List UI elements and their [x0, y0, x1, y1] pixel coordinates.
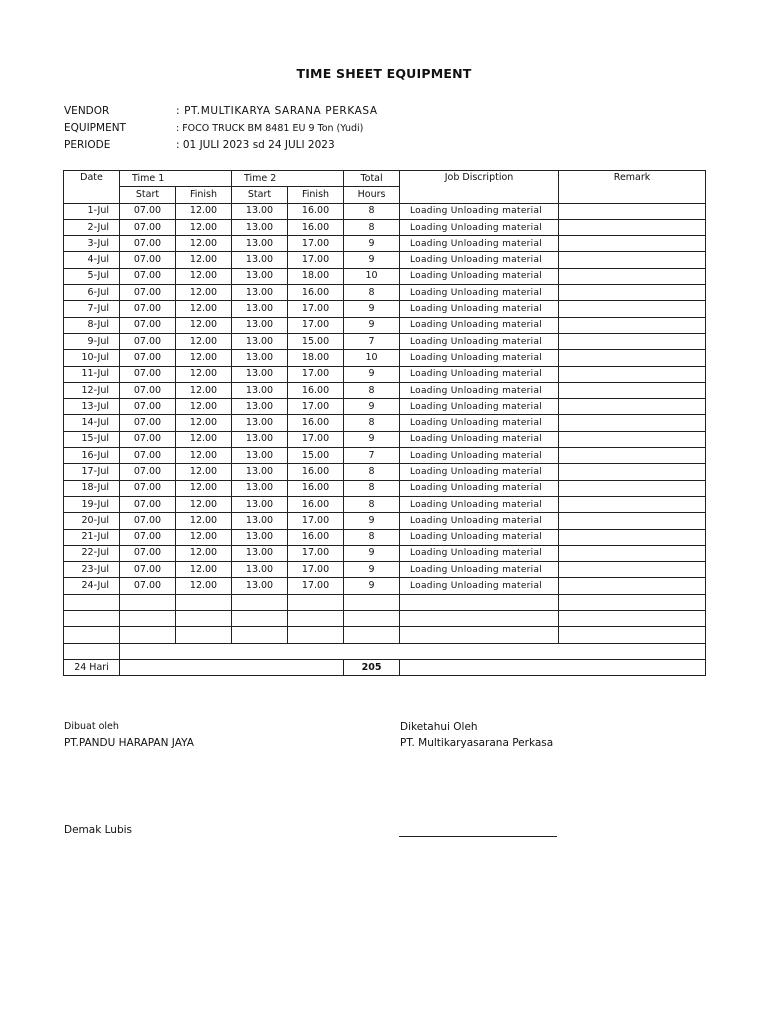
- table-row: [64, 464, 706, 480]
- cell-hours: 7: [344, 333, 400, 349]
- cell-start-2: 13.00: [232, 513, 288, 529]
- cell-job: Loading Unloading material: [400, 317, 559, 333]
- cell-hours: 9: [344, 431, 400, 447]
- blank-cell: [176, 627, 232, 643]
- blank-cell: [64, 643, 120, 659]
- table-row: [64, 480, 706, 496]
- cell-finish-1: 12.00: [176, 203, 232, 219]
- page-title: TIME SHEET EQUIPMENT: [296, 66, 472, 81]
- cell-finish-1: 12.00: [176, 236, 232, 252]
- cell-start-1: 07.00: [120, 562, 176, 578]
- cell-finish-2: 17.00: [288, 399, 344, 415]
- cell-date: 3-Jul: [64, 236, 120, 252]
- blank-cell: [400, 659, 706, 675]
- header-total: Total: [344, 171, 400, 187]
- cell-hours: 9: [344, 252, 400, 268]
- known-by-label: Diketahui Oleh: [400, 721, 478, 733]
- equipment-line: [64, 122, 363, 134]
- cell-job: Loading Unloading material: [400, 285, 559, 301]
- cell-finish-2: 16.00: [288, 496, 344, 512]
- cell-date: 17-Jul: [64, 464, 120, 480]
- periode-line: [64, 139, 335, 151]
- cell-finish-2: 17.00: [288, 562, 344, 578]
- vendor-value: : PT.MULTIKARYA SARANA PERKASA: [176, 105, 378, 117]
- cell-finish-2: 17.00: [288, 236, 344, 252]
- cell-start-2: 13.00: [232, 529, 288, 545]
- blank-cell: [64, 594, 120, 610]
- periode-value: : 01 JULI 2023 sd 24 JULI 2023: [176, 139, 335, 151]
- cell-start-2: 13.00: [232, 480, 288, 496]
- cell-job: Loading Unloading material: [400, 545, 559, 561]
- cell-remark: [559, 301, 706, 317]
- cell-remark: [559, 399, 706, 415]
- cell-hours: 9: [344, 578, 400, 594]
- blank-cell: [120, 643, 706, 659]
- cell-hours: 9: [344, 236, 400, 252]
- cell-finish-1: 12.00: [176, 317, 232, 333]
- cell-finish-2: 16.00: [288, 480, 344, 496]
- header-date: Date: [64, 171, 120, 204]
- cell-finish-1: 12.00: [176, 219, 232, 235]
- table-row: [64, 496, 706, 512]
- blank-cell: [344, 611, 400, 627]
- cell-finish-1: 12.00: [176, 268, 232, 284]
- header-remark: Remark: [559, 171, 706, 204]
- header-finish-2: Finish: [288, 187, 344, 203]
- blank-cell: [120, 627, 176, 643]
- blank-cell: [559, 611, 706, 627]
- blank-row: [64, 594, 706, 610]
- cell-date: 5-Jul: [64, 268, 120, 284]
- table-row: [64, 268, 706, 284]
- cell-finish-2: 15.00: [288, 333, 344, 349]
- cell-job: Loading Unloading material: [400, 350, 559, 366]
- blank-cell: [344, 594, 400, 610]
- cell-job: Loading Unloading material: [400, 513, 559, 529]
- cell-start-2: 13.00: [232, 317, 288, 333]
- cell-finish-1: 12.00: [176, 562, 232, 578]
- blank-cell: [120, 659, 344, 675]
- cell-finish-2: 16.00: [288, 529, 344, 545]
- cell-start-2: 13.00: [232, 285, 288, 301]
- cell-finish-1: 12.00: [176, 431, 232, 447]
- cell-job: Loading Unloading material: [400, 301, 559, 317]
- cell-start-1: 07.00: [120, 203, 176, 219]
- cell-hours: 9: [344, 399, 400, 415]
- header-start-2: Start: [232, 187, 288, 203]
- cell-job: Loading Unloading material: [400, 415, 559, 431]
- cell-hours: 9: [344, 545, 400, 561]
- cell-hours: 9: [344, 301, 400, 317]
- cell-start-2: 13.00: [232, 333, 288, 349]
- cell-date: 20-Jul: [64, 513, 120, 529]
- blank-cell: [400, 594, 559, 610]
- cell-start-2: 13.00: [232, 268, 288, 284]
- cell-date: 11-Jul: [64, 366, 120, 382]
- cell-start-2: 13.00: [232, 415, 288, 431]
- cell-finish-2: 17.00: [288, 366, 344, 382]
- table-row: [64, 382, 706, 398]
- cell-finish-1: 12.00: [176, 301, 232, 317]
- cell-remark: [559, 496, 706, 512]
- cell-job: Loading Unloading material: [400, 431, 559, 447]
- cell-finish-2: 17.00: [288, 301, 344, 317]
- made-by-name: Demak Lubis: [64, 824, 132, 836]
- blank-row: [64, 627, 706, 643]
- cell-finish-2: 16.00: [288, 203, 344, 219]
- cell-job: Loading Unloading material: [400, 219, 559, 235]
- cell-job: Loading Unloading material: [400, 268, 559, 284]
- known-by-company: PT. Multikaryasarana Perkasa: [400, 737, 554, 749]
- made-by-label: Dibuat oleh: [64, 721, 119, 732]
- blank-cell: [64, 611, 120, 627]
- table-row: [64, 529, 706, 545]
- cell-date: 6-Jul: [64, 285, 120, 301]
- cell-date: 9-Jul: [64, 333, 120, 349]
- vendor-label: VENDOR: [64, 105, 110, 117]
- cell-date: 23-Jul: [64, 562, 120, 578]
- cell-start-2: 13.00: [232, 399, 288, 415]
- cell-finish-2: 17.00: [288, 431, 344, 447]
- cell-job: Loading Unloading material: [400, 333, 559, 349]
- cell-start-2: 13.00: [232, 382, 288, 398]
- cell-remark: [559, 464, 706, 480]
- table-row: [64, 366, 706, 382]
- cell-date: 16-Jul: [64, 448, 120, 464]
- cell-job: Loading Unloading material: [400, 366, 559, 382]
- cell-start-2: 13.00: [232, 448, 288, 464]
- cell-hours: 9: [344, 317, 400, 333]
- equipment-label: EQUIPMENT: [64, 122, 126, 134]
- cell-remark: [559, 448, 706, 464]
- table-row: [64, 415, 706, 431]
- header-finish-1: Finish: [176, 187, 232, 203]
- cell-finish-1: 12.00: [176, 415, 232, 431]
- cell-remark: [559, 480, 706, 496]
- header-time2: Time 2: [232, 171, 344, 187]
- blank-cell: [288, 594, 344, 610]
- cell-start-2: 13.00: [232, 578, 288, 594]
- cell-start-1: 07.00: [120, 333, 176, 349]
- cell-start-1: 07.00: [120, 382, 176, 398]
- cell-hours: 8: [344, 480, 400, 496]
- cell-start-1: 07.00: [120, 415, 176, 431]
- cell-hours: 8: [344, 415, 400, 431]
- blank-cell: [344, 627, 400, 643]
- cell-start-2: 13.00: [232, 366, 288, 382]
- cell-date: 15-Jul: [64, 431, 120, 447]
- cell-start-1: 07.00: [120, 529, 176, 545]
- cell-start-1: 07.00: [120, 464, 176, 480]
- cell-job: Loading Unloading material: [400, 480, 559, 496]
- blank-cell: [64, 627, 120, 643]
- cell-start-2: 13.00: [232, 562, 288, 578]
- cell-finish-1: 12.00: [176, 252, 232, 268]
- timesheet-table: [63, 170, 706, 676]
- cell-date: 4-Jul: [64, 252, 120, 268]
- cell-date: 12-Jul: [64, 382, 120, 398]
- cell-hours: 7: [344, 448, 400, 464]
- blank-cell: [288, 627, 344, 643]
- cell-date: 14-Jul: [64, 415, 120, 431]
- cell-finish-2: 16.00: [288, 219, 344, 235]
- cell-finish-2: 18.00: [288, 268, 344, 284]
- blank-cell: [400, 611, 559, 627]
- cell-start-1: 07.00: [120, 513, 176, 529]
- table-row: [64, 399, 706, 415]
- table-row: [64, 252, 706, 268]
- table-row: [64, 285, 706, 301]
- cell-finish-1: 12.00: [176, 464, 232, 480]
- cell-remark: [559, 431, 706, 447]
- table-row: [64, 448, 706, 464]
- cell-job: Loading Unloading material: [400, 529, 559, 545]
- cell-finish-1: 12.00: [176, 382, 232, 398]
- blank-cell: [176, 611, 232, 627]
- cell-finish-1: 12.00: [176, 448, 232, 464]
- table-row: [64, 301, 706, 317]
- cell-hours: 8: [344, 382, 400, 398]
- cell-start-2: 13.00: [232, 464, 288, 480]
- cell-finish-2: 17.00: [288, 252, 344, 268]
- cell-finish-2: 15.00: [288, 448, 344, 464]
- table-row: [64, 333, 706, 349]
- cell-start-1: 07.00: [120, 317, 176, 333]
- blank-cell: [288, 611, 344, 627]
- cell-remark: [559, 578, 706, 594]
- cell-start-1: 07.00: [120, 219, 176, 235]
- cell-start-2: 13.00: [232, 350, 288, 366]
- blank-cell: [232, 594, 288, 610]
- cell-remark: [559, 252, 706, 268]
- cell-finish-1: 12.00: [176, 333, 232, 349]
- blank-cell: [559, 594, 706, 610]
- cell-start-2: 13.00: [232, 252, 288, 268]
- cell-finish-1: 12.00: [176, 513, 232, 529]
- cell-start-1: 07.00: [120, 268, 176, 284]
- cell-hours: 8: [344, 203, 400, 219]
- table-row: [64, 317, 706, 333]
- cell-hours: 8: [344, 285, 400, 301]
- cell-finish-2: 16.00: [288, 382, 344, 398]
- cell-start-1: 07.00: [120, 285, 176, 301]
- cell-remark: [559, 529, 706, 545]
- cell-date: 10-Jul: [64, 350, 120, 366]
- cell-hours: 8: [344, 464, 400, 480]
- table-row: [64, 578, 706, 594]
- cell-start-1: 07.00: [120, 431, 176, 447]
- cell-start-1: 07.00: [120, 301, 176, 317]
- cell-hours: 10: [344, 350, 400, 366]
- periode-label: PERIODE: [64, 139, 111, 151]
- cell-date: 7-Jul: [64, 301, 120, 317]
- table-row: [64, 431, 706, 447]
- cell-start-1: 07.00: [120, 399, 176, 415]
- blank-cell: [120, 594, 176, 610]
- cell-remark: [559, 333, 706, 349]
- cell-remark: [559, 545, 706, 561]
- cell-finish-1: 12.00: [176, 366, 232, 382]
- cell-finish-1: 12.00: [176, 545, 232, 561]
- cell-remark: [559, 203, 706, 219]
- table-row: [64, 219, 706, 235]
- cell-finish-2: 16.00: [288, 464, 344, 480]
- blank-cell: [232, 627, 288, 643]
- cell-remark: [559, 415, 706, 431]
- cell-hours: 9: [344, 562, 400, 578]
- cell-date: 22-Jul: [64, 545, 120, 561]
- cell-finish-2: 17.00: [288, 578, 344, 594]
- table-row: [64, 203, 706, 219]
- blank-cell: [176, 594, 232, 610]
- cell-remark: [559, 285, 706, 301]
- cell-finish-2: 16.00: [288, 285, 344, 301]
- cell-start-2: 13.00: [232, 545, 288, 561]
- cell-remark: [559, 562, 706, 578]
- cell-remark: [559, 513, 706, 529]
- cell-start-1: 07.00: [120, 496, 176, 512]
- cell-job: Loading Unloading material: [400, 464, 559, 480]
- spacer-row: [64, 643, 706, 659]
- cell-remark: [559, 382, 706, 398]
- equipment-value: : FOCO TRUCK BM 8481 EU 9 Ton (Yudi): [176, 123, 364, 134]
- cell-job: Loading Unloading material: [400, 236, 559, 252]
- cell-finish-2: 16.00: [288, 415, 344, 431]
- header-hours: Hours: [344, 187, 400, 203]
- cell-finish-2: 17.00: [288, 545, 344, 561]
- cell-date: 13-Jul: [64, 399, 120, 415]
- cell-job: Loading Unloading material: [400, 496, 559, 512]
- cell-hours: 8: [344, 219, 400, 235]
- cell-start-1: 07.00: [120, 350, 176, 366]
- vendor-line: [64, 105, 378, 117]
- blank-row: [64, 611, 706, 627]
- header-row-1: [64, 171, 706, 187]
- cell-start-1: 07.00: [120, 545, 176, 561]
- cell-finish-2: 18.00: [288, 350, 344, 366]
- table-row: [64, 513, 706, 529]
- cell-start-1: 07.00: [120, 480, 176, 496]
- cell-date: 2-Jul: [64, 219, 120, 235]
- cell-start-2: 13.00: [232, 203, 288, 219]
- cell-finish-2: 17.00: [288, 317, 344, 333]
- cell-start-1: 07.00: [120, 236, 176, 252]
- cell-date: 18-Jul: [64, 480, 120, 496]
- totals-row: [64, 659, 706, 675]
- header-start-1: Start: [120, 187, 176, 203]
- header-job: Job Discription: [400, 171, 559, 204]
- cell-job: Loading Unloading material: [400, 578, 559, 594]
- cell-date: 8-Jul: [64, 317, 120, 333]
- cell-job: Loading Unloading material: [400, 252, 559, 268]
- cell-date: 19-Jul: [64, 496, 120, 512]
- cell-finish-1: 12.00: [176, 350, 232, 366]
- cell-remark: [559, 268, 706, 284]
- cell-start-2: 13.00: [232, 236, 288, 252]
- cell-hours: 9: [344, 366, 400, 382]
- cell-remark: [559, 236, 706, 252]
- table-row: [64, 236, 706, 252]
- table-row: [64, 350, 706, 366]
- cell-finish-1: 12.00: [176, 285, 232, 301]
- made-by-company: PT.PANDU HARAPAN JAYA: [64, 737, 194, 749]
- cell-finish-1: 12.00: [176, 529, 232, 545]
- cell-job: Loading Unloading material: [400, 399, 559, 415]
- total-hours: 205: [344, 659, 400, 675]
- cell-hours: 8: [344, 496, 400, 512]
- cell-start-1: 07.00: [120, 366, 176, 382]
- blank-cell: [559, 627, 706, 643]
- cell-remark: [559, 219, 706, 235]
- cell-start-1: 07.00: [120, 448, 176, 464]
- cell-remark: [559, 366, 706, 382]
- table-row: [64, 562, 706, 578]
- cell-date: 24-Jul: [64, 578, 120, 594]
- cell-job: Loading Unloading material: [400, 203, 559, 219]
- cell-remark: [559, 317, 706, 333]
- cell-date: 1-Jul: [64, 203, 120, 219]
- cell-date: 21-Jul: [64, 529, 120, 545]
- cell-finish-1: 12.00: [176, 496, 232, 512]
- cell-start-2: 13.00: [232, 219, 288, 235]
- header-time1: Time 1: [120, 171, 232, 187]
- cell-job: Loading Unloading material: [400, 382, 559, 398]
- blank-cell: [232, 611, 288, 627]
- cell-hours: 9: [344, 513, 400, 529]
- blank-cell: [120, 611, 176, 627]
- cell-start-2: 13.00: [232, 431, 288, 447]
- total-days: 24 Hari: [64, 659, 120, 675]
- cell-start-1: 07.00: [120, 578, 176, 594]
- cell-finish-1: 12.00: [176, 399, 232, 415]
- cell-job: Loading Unloading material: [400, 448, 559, 464]
- blank-cell: [400, 627, 559, 643]
- cell-job: Loading Unloading material: [400, 562, 559, 578]
- cell-hours: 8: [344, 529, 400, 545]
- cell-remark: [559, 350, 706, 366]
- cell-finish-2: 17.00: [288, 513, 344, 529]
- cell-start-2: 13.00: [232, 496, 288, 512]
- signature-line: [399, 836, 557, 837]
- cell-finish-1: 12.00: [176, 578, 232, 594]
- cell-hours: 10: [344, 268, 400, 284]
- table-row: [64, 545, 706, 561]
- cell-start-1: 07.00: [120, 252, 176, 268]
- cell-start-2: 13.00: [232, 301, 288, 317]
- cell-finish-1: 12.00: [176, 480, 232, 496]
